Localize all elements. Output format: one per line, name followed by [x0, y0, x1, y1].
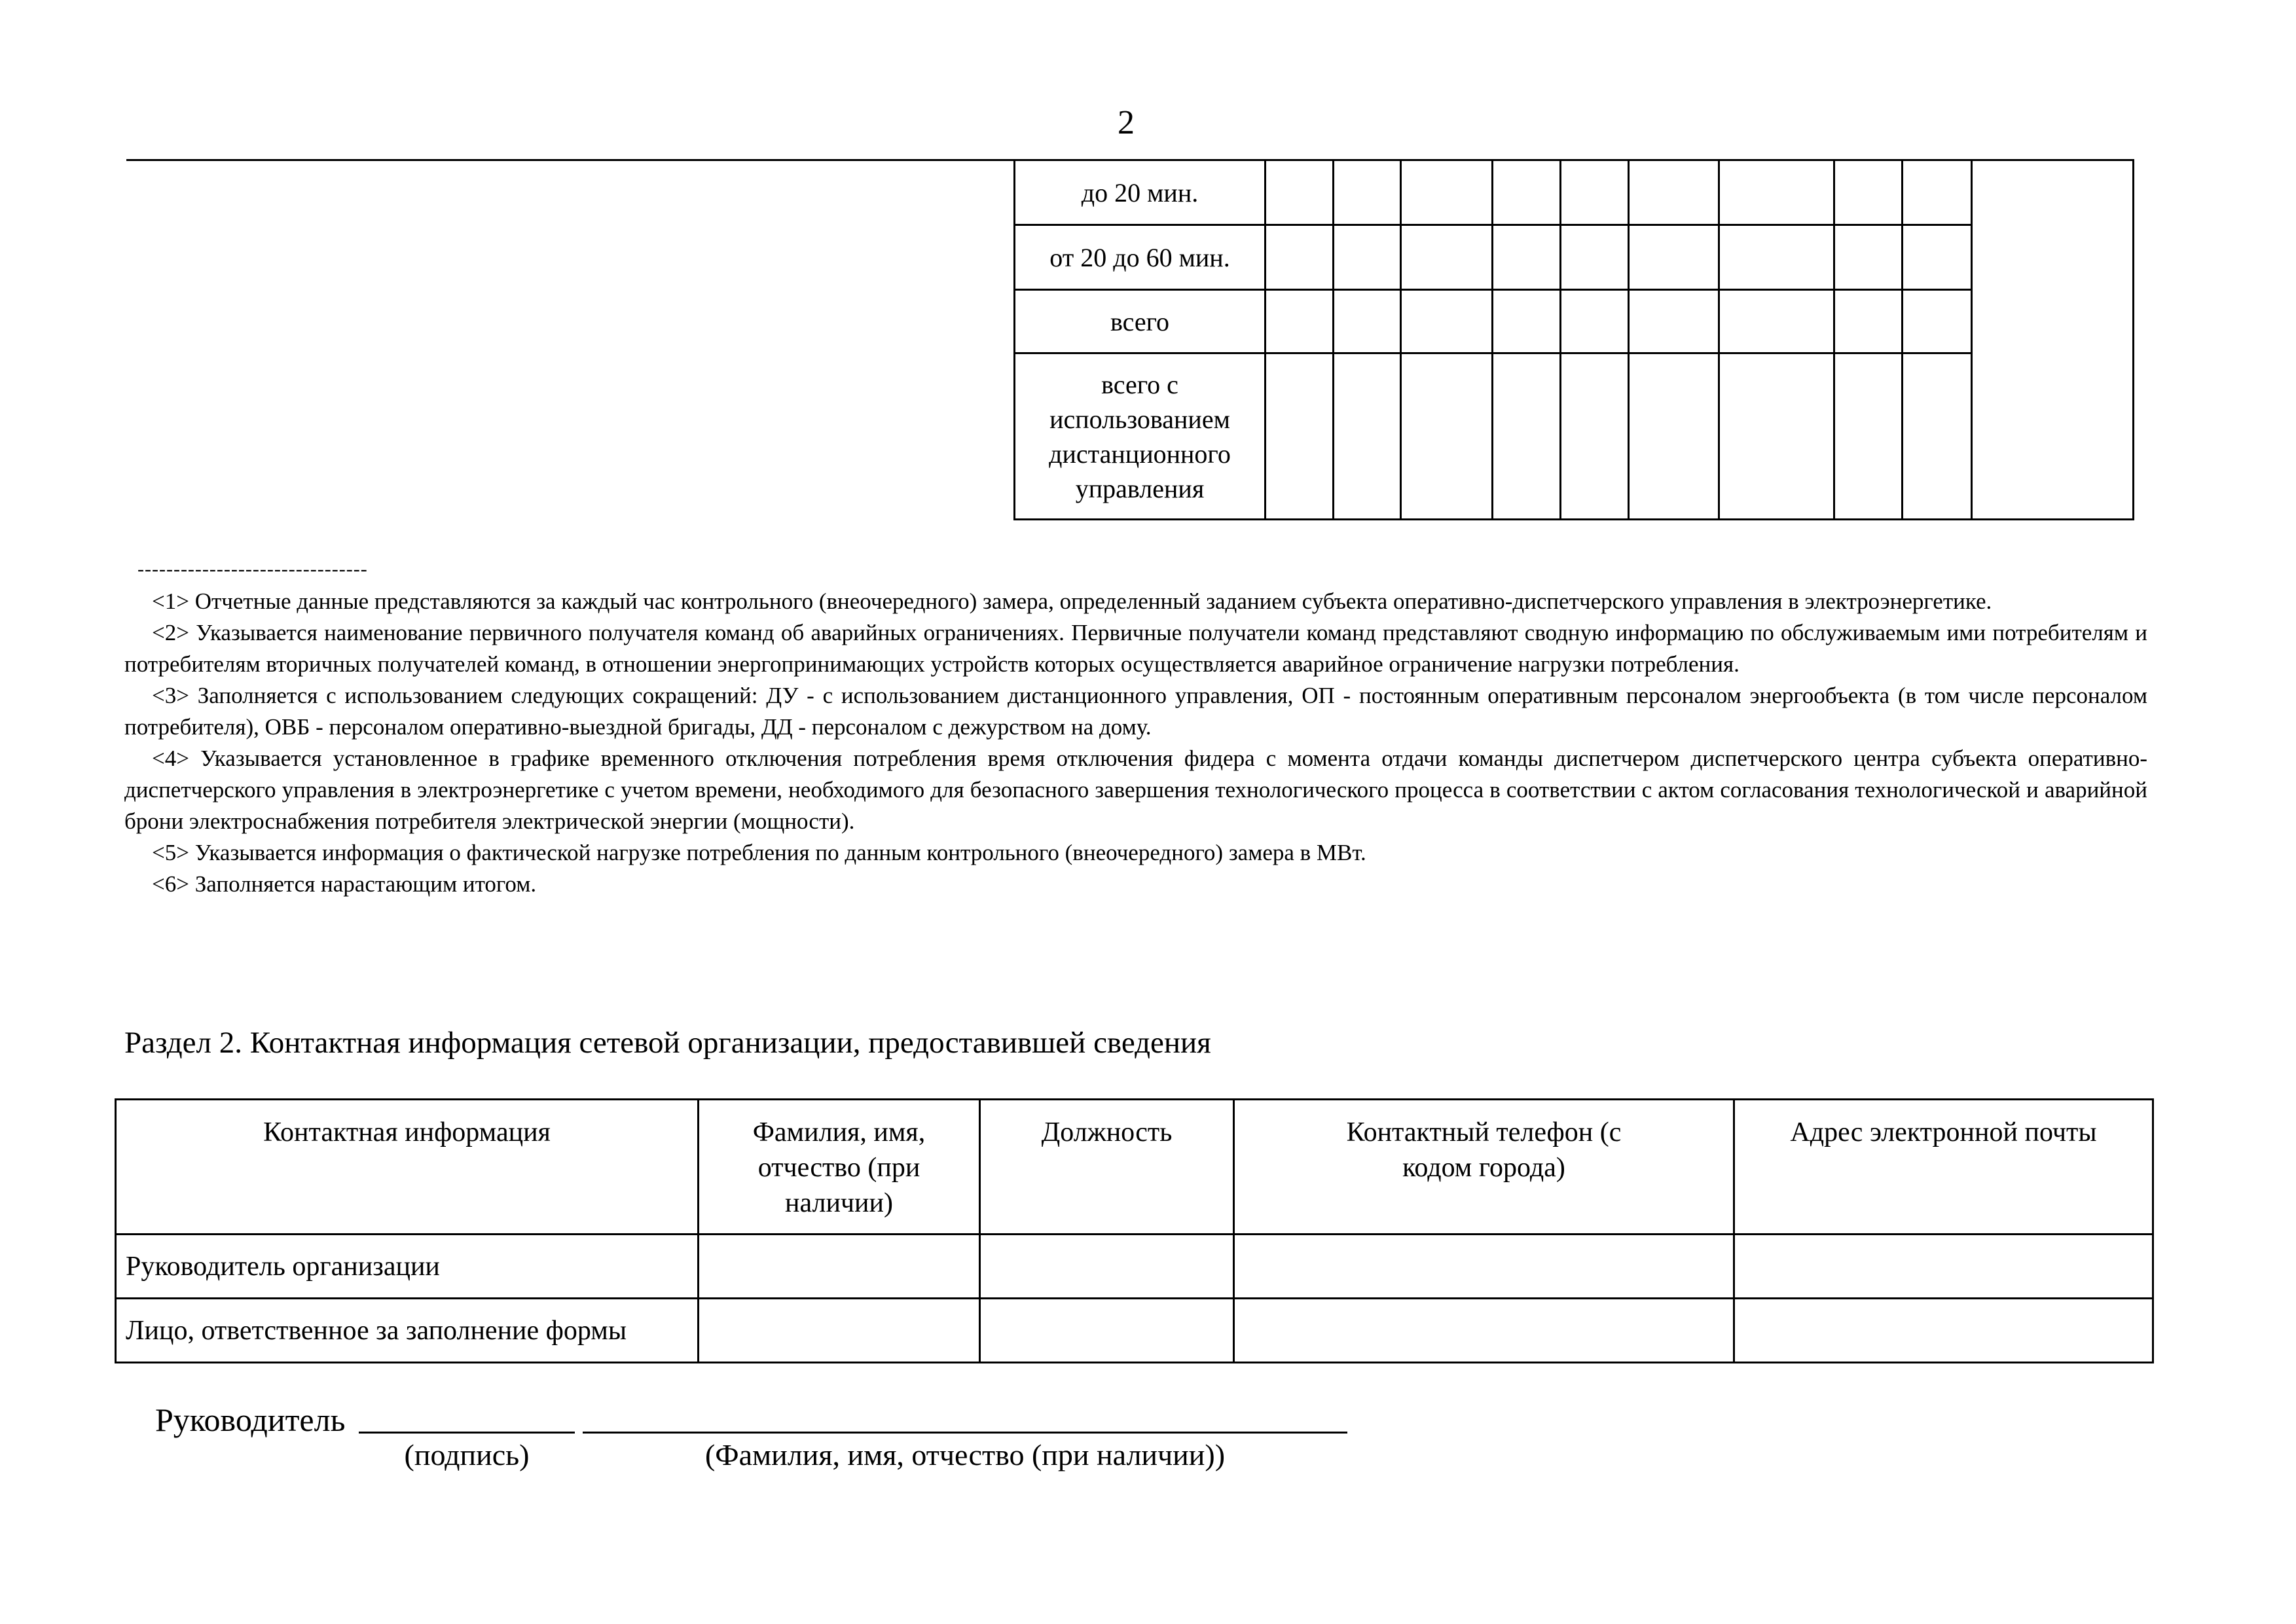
column-header: Фамилия, имя, отчество (при наличии) — [699, 1100, 980, 1235]
table-cell — [1234, 1299, 1734, 1363]
footnote: <1> Отчетные данные представляются за каждый час контрольного (внеочередного) замера, определенный заданием субъекта оперативно-диспетчерского управления в электроэнергетике. — [152, 588, 1992, 614]
table-cell — [1401, 290, 1493, 353]
table-cell — [980, 1235, 1234, 1299]
table-cell — [1493, 353, 1561, 520]
table-row — [116, 1235, 2153, 1299]
table-cell — [1734, 1235, 2153, 1299]
table-cell — [1334, 353, 1401, 520]
table-row — [1015, 290, 2134, 353]
table-cell — [1903, 225, 1972, 290]
table-row — [1015, 225, 2134, 290]
interval-table — [1013, 159, 2134, 520]
table-cell — [1561, 225, 1629, 290]
footnote: <6> Заполняется нарастающим итогом. — [152, 871, 537, 897]
table-cell — [1493, 290, 1561, 353]
table-cell — [1401, 225, 1493, 290]
table-cell — [1561, 290, 1629, 353]
row-label: Руководитель организации — [116, 1235, 699, 1299]
table-cell — [1266, 290, 1334, 353]
table-cell — [1972, 290, 2134, 353]
table-cell — [699, 1299, 980, 1363]
section-title: Раздел 2. Контактная информация сетевой организации, предоставившей сведения — [124, 1026, 1211, 1060]
table-cell — [1266, 160, 1334, 225]
table-cell — [699, 1235, 980, 1299]
footnote: <3> Заполняется с использованием следующих сокращений: ДУ - с использованием дистанционного управления, ОП - постоянным оперативным персоналом энергообъекта (в том числе персоналом потребителя), ОВБ - персоналом оперативно-выездной бригады, ДД - персоналом с дежурством на дому. — [124, 683, 2147, 740]
row-label: всего с использованием дистанционного управления — [1015, 353, 1266, 520]
table-cell — [1972, 160, 2134, 225]
table-cell — [1629, 290, 1719, 353]
table-cell — [1334, 290, 1401, 353]
name-line — [583, 1432, 1347, 1434]
table-cell — [1629, 225, 1719, 290]
table-row — [1015, 160, 2134, 225]
table-cell — [1401, 160, 1493, 225]
table-cell — [1266, 353, 1334, 520]
table-cell — [1719, 160, 1834, 225]
footnote-separator: -------------------------------- — [137, 558, 368, 580]
footnote: <5> Указывается информация о фактической нагрузке потребления по данным контрольного (внеочередного) замера в МВт. — [152, 840, 1366, 865]
column-header: Должность — [980, 1100, 1234, 1235]
table-header-row — [116, 1100, 2153, 1235]
column-header: Контактный телефон (с кодом города) — [1234, 1100, 1734, 1235]
table-cell — [1334, 160, 1401, 225]
table-cell — [1834, 290, 1903, 353]
footnote: <4> Указывается установленное в графике временного отключения потребления время отключения фидера с момента отдачи команды диспетчером диспетчерского центра субъекта оперативно-диспетчерского управления в электроэнергетике с учетом времени, необходимого для безопасного завершения технологического процесса в соответствии с актом согласования технологической и аварийной брони электроснабжения потребителя электрической энергии (мощности). — [124, 746, 2147, 834]
table-cell — [1493, 160, 1561, 225]
signature-caption: (подпись) — [404, 1438, 530, 1471]
row-label: до 20 мин. — [1015, 160, 1266, 225]
footnotes — [124, 586, 2147, 900]
table-cell — [1834, 160, 1903, 225]
table-cell — [1719, 290, 1834, 353]
column-header: Контактная информация — [116, 1100, 699, 1235]
table-cell — [1719, 353, 1834, 520]
table-cell — [1401, 353, 1493, 520]
top-rule — [126, 159, 1013, 161]
row-label: Лицо, ответственное за заполнение формы — [116, 1299, 699, 1363]
name-caption: (Фамилия, имя, отчество (при наличии)) — [704, 1438, 1226, 1471]
signature-line — [359, 1432, 575, 1434]
table-cell — [1834, 225, 1903, 290]
table-cell — [1629, 353, 1719, 520]
table-row — [116, 1299, 2153, 1363]
table-cell — [1561, 353, 1629, 520]
page-number: 2 — [1118, 104, 1135, 141]
table-cell — [1903, 290, 1972, 353]
table-cell — [1903, 353, 1972, 520]
table-cell — [1734, 1299, 2153, 1363]
table-cell — [1629, 160, 1719, 225]
table-cell — [1834, 353, 1903, 520]
table-cell — [1266, 225, 1334, 290]
table-cell — [1334, 225, 1401, 290]
table-cell — [1561, 160, 1629, 225]
signature-label: Руководитель — [155, 1401, 346, 1438]
table-cell — [1493, 225, 1561, 290]
contact-table — [115, 1098, 2154, 1363]
table-cell — [1972, 225, 2134, 290]
table-cell — [1972, 353, 2134, 520]
footnote: <2> Указывается наименование первичного получателя команд об аварийных ограничениях. Первичные получатели команд представляют сводную информацию по обслуживаемым ими потребителям и потребителям вторичных получателей команд, в отношении энергопринимающих устройств которых осуществляется аварийное ограничение нагрузки потребления. — [124, 620, 2147, 677]
table-cell — [1903, 160, 1972, 225]
table-cell — [1719, 225, 1834, 290]
table-row — [1015, 353, 2134, 520]
table-cell — [980, 1299, 1234, 1363]
row-label: всего — [1015, 290, 1266, 353]
column-header: Адрес электронной почты — [1734, 1100, 2153, 1235]
row-label: от 20 до 60 мин. — [1015, 225, 1266, 290]
table-cell — [1234, 1235, 1734, 1299]
